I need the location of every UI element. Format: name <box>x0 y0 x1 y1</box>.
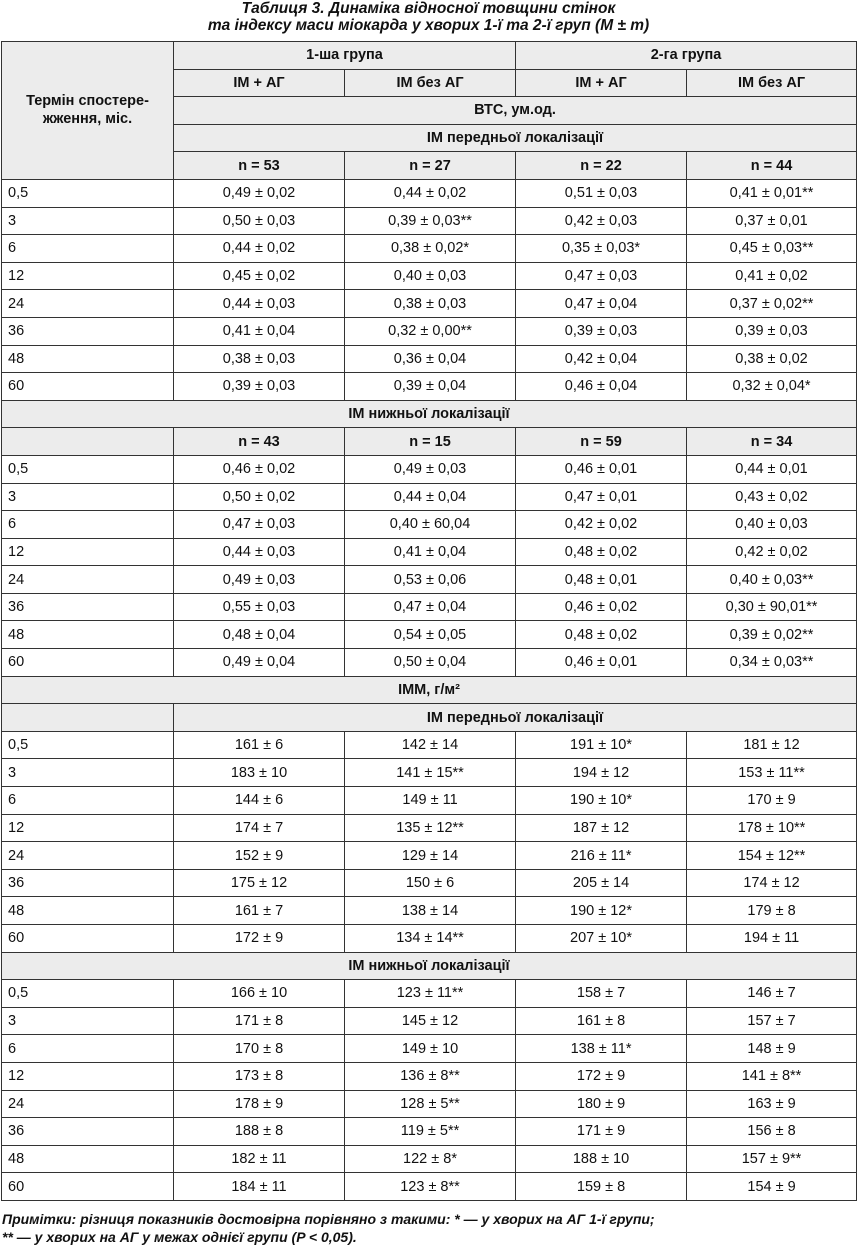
table-notes <box>2 1210 855 1246</box>
value-cell: 141 ± 15** <box>345 759 516 787</box>
section-imm-inferior <box>2 980 857 1201</box>
n-header: n = 53 <box>174 152 345 180</box>
value-cell: 0,39 ± 0,03 <box>516 317 687 345</box>
value-cell: 194 ± 11 <box>687 925 857 953</box>
value-cell: 153 ± 11** <box>687 759 857 787</box>
value-cell: 182 ± 11 <box>174 1145 345 1173</box>
value-cell: 187 ± 12 <box>516 814 687 842</box>
caption-line-2: та індексу маси міокарда у хворих 1-ї та 2-ї груп (М ± m) <box>207 17 650 34</box>
table-row <box>2 1007 857 1035</box>
value-cell: 0,44 ± 0,03 <box>174 290 345 318</box>
term-cell: 48 <box>2 1145 174 1173</box>
table-row <box>2 1118 857 1146</box>
value-cell: 0,47 ± 0,04 <box>516 290 687 318</box>
value-cell: 0,41 ± 0,02 <box>687 262 857 290</box>
term-cell: 36 <box>2 593 174 621</box>
value-cell: 0,50 ± 0,02 <box>174 483 345 511</box>
table-row <box>2 538 857 566</box>
table-row <box>2 483 857 511</box>
table-row <box>2 179 857 207</box>
caption-line-1: Таблиця 3. Динаміка відносної товщини стінок <box>241 0 616 17</box>
value-cell: 216 ± 11* <box>516 842 687 870</box>
value-cell: 0,48 ± 0,01 <box>516 566 687 594</box>
subgroup-header: ІМ + АГ <box>174 69 345 97</box>
value-cell: 0,45 ± 0,02 <box>174 262 345 290</box>
value-cell: 170 ± 8 <box>174 1035 345 1063</box>
value-cell: 0,37 ± 0,01 <box>687 207 857 235</box>
value-cell: 129 ± 14 <box>345 842 516 870</box>
value-cell: 0,44 ± 0,02 <box>174 235 345 263</box>
term-cell: 24 <box>2 290 174 318</box>
value-cell: 0,47 ± 0,01 <box>516 483 687 511</box>
value-cell: 178 ± 9 <box>174 1090 345 1118</box>
table-row <box>2 621 857 649</box>
value-cell: 0,41 ± 0,04 <box>345 538 516 566</box>
value-cell: 194 ± 12 <box>516 759 687 787</box>
group1-header: 1-ша група <box>174 42 516 70</box>
value-cell: 159 ± 8 <box>516 1173 687 1201</box>
value-cell: 0,46 ± 0,02 <box>516 593 687 621</box>
section-imm-anterior <box>2 731 857 952</box>
value-cell: 0,47 ± 0,04 <box>345 593 516 621</box>
value-cell: 171 ± 9 <box>516 1118 687 1146</box>
value-cell: 154 ± 12** <box>687 842 857 870</box>
value-cell: 135 ± 12** <box>345 814 516 842</box>
n-header: n = 15 <box>345 428 516 456</box>
table-row <box>2 1062 857 1090</box>
value-cell: 190 ± 12* <box>516 897 687 925</box>
term-cell: 3 <box>2 207 174 235</box>
n-header: n = 59 <box>516 428 687 456</box>
value-cell: 0,38 ± 0,03 <box>174 345 345 373</box>
value-cell: 0,34 ± 0,03** <box>687 649 857 677</box>
value-cell: 149 ± 11 <box>345 787 516 815</box>
term-cell: 6 <box>2 1035 174 1063</box>
subgroup-header: ІМ + АГ <box>516 69 687 97</box>
value-cell: 0,49 ± 0,02 <box>174 179 345 207</box>
value-cell: 0,47 ± 0,03 <box>516 262 687 290</box>
section-vts-anterior <box>2 179 857 400</box>
term-cell: 6 <box>2 511 174 539</box>
value-cell: 178 ± 10** <box>687 814 857 842</box>
term-cell: 24 <box>2 1090 174 1118</box>
value-cell: 174 ± 12 <box>687 869 857 897</box>
value-cell: 0,53 ± 0,06 <box>345 566 516 594</box>
value-cell: 158 ± 7 <box>516 980 687 1008</box>
value-cell: 144 ± 6 <box>174 787 345 815</box>
value-cell: 0,47 ± 0,03 <box>174 511 345 539</box>
term-cell: 36 <box>2 1118 174 1146</box>
value-cell: 119 ± 5** <box>345 1118 516 1146</box>
value-cell: 0,39 ± 0,03 <box>687 317 857 345</box>
table-row <box>2 980 857 1008</box>
table-row <box>2 373 857 401</box>
value-cell: 0,44 ± 0,01 <box>687 455 857 483</box>
term-cell: 0,5 <box>2 980 174 1008</box>
value-cell: 0,48 ± 0,02 <box>516 621 687 649</box>
value-cell: 0,42 ± 0,02 <box>516 511 687 539</box>
value-cell: 123 ± 11** <box>345 980 516 1008</box>
notes-line-2: ** — у хворих на АГ у межах однієї групи (P < 0,05). <box>2 1229 357 1245</box>
value-cell: 150 ± 6 <box>345 869 516 897</box>
value-cell: 145 ± 12 <box>345 1007 516 1035</box>
table-row <box>2 925 857 953</box>
value-cell: 188 ± 10 <box>516 1145 687 1173</box>
term-cell: 36 <box>2 317 174 345</box>
term-cell: 60 <box>2 373 174 401</box>
value-cell: 191 ± 10* <box>516 731 687 759</box>
value-cell: 161 ± 7 <box>174 897 345 925</box>
table-row <box>2 455 857 483</box>
value-cell: 134 ± 14** <box>345 925 516 953</box>
value-cell: 0,32 ± 0,00** <box>345 317 516 345</box>
table-row <box>2 1173 857 1201</box>
value-cell: 163 ± 9 <box>687 1090 857 1118</box>
value-cell: 0,43 ± 0,02 <box>687 483 857 511</box>
n-header: n = 44 <box>687 152 857 180</box>
value-cell: 0,49 ± 0,04 <box>174 649 345 677</box>
value-cell: 148 ± 9 <box>687 1035 857 1063</box>
value-cell: 190 ± 10* <box>516 787 687 815</box>
term-cell: 12 <box>2 262 174 290</box>
value-cell: 0,46 ± 0,01 <box>516 455 687 483</box>
value-cell: 166 ± 10 <box>174 980 345 1008</box>
value-cell: 156 ± 8 <box>687 1118 857 1146</box>
value-cell: 0,45 ± 0,03** <box>687 235 857 263</box>
table-row <box>2 593 857 621</box>
table-row <box>2 290 857 318</box>
term-cell: 3 <box>2 1007 174 1035</box>
value-cell: 0,44 ± 0,02 <box>345 179 516 207</box>
value-cell: 157 ± 9** <box>687 1145 857 1173</box>
value-cell: 0,42 ± 0,03 <box>516 207 687 235</box>
term-cell: 12 <box>2 1062 174 1090</box>
value-cell: 180 ± 9 <box>516 1090 687 1118</box>
value-cell: 146 ± 7 <box>687 980 857 1008</box>
subsection-header: ІМ нижньої локалізації <box>2 400 857 428</box>
subsection-header: ІМ передньої локалізації <box>174 124 857 152</box>
value-cell: 161 ± 8 <box>516 1007 687 1035</box>
value-cell: 152 ± 9 <box>174 842 345 870</box>
table-row <box>2 511 857 539</box>
term-cell: 60 <box>2 925 174 953</box>
section-vts-inferior-header <box>2 400 857 455</box>
term-cell: 36 <box>2 869 174 897</box>
value-cell: 141 ± 8** <box>687 1062 857 1090</box>
value-cell: 136 ± 8** <box>345 1062 516 1090</box>
table-row <box>2 759 857 787</box>
value-cell: 0,37 ± 0,02** <box>687 290 857 318</box>
blank-cell <box>2 704 174 732</box>
table-caption <box>0 0 857 34</box>
value-cell: 0,54 ± 0,05 <box>345 621 516 649</box>
table-row <box>2 1090 857 1118</box>
value-cell: 0,40 ± 0,03 <box>345 262 516 290</box>
value-cell: 183 ± 10 <box>174 759 345 787</box>
value-cell: 175 ± 12 <box>174 869 345 897</box>
value-cell: 142 ± 14 <box>345 731 516 759</box>
section-vts-inferior <box>2 455 857 676</box>
term-cell: 3 <box>2 759 174 787</box>
value-cell: 0,38 ± 0,02* <box>345 235 516 263</box>
term-cell: 24 <box>2 566 174 594</box>
data-table <box>1 41 857 1201</box>
term-cell: 60 <box>2 1173 174 1201</box>
value-cell: 0,51 ± 0,03 <box>516 179 687 207</box>
term-header: Термін спостере-жження, міс. <box>2 42 174 180</box>
table-row <box>2 345 857 373</box>
metric-header-vts: ВТС, ум.од. <box>174 97 857 125</box>
value-cell: 0,46 ± 0,01 <box>516 649 687 677</box>
table-row <box>2 842 857 870</box>
value-cell: 0,40 ± 0,03** <box>687 566 857 594</box>
blank-cell <box>2 428 174 456</box>
subgroup-header: ІМ без АГ <box>345 69 516 97</box>
value-cell: 170 ± 9 <box>687 787 857 815</box>
value-cell: 0,41 ± 0,01** <box>687 179 857 207</box>
term-cell: 0,5 <box>2 731 174 759</box>
value-cell: 0,50 ± 0,03 <box>174 207 345 235</box>
value-cell: 0,48 ± 0,04 <box>174 621 345 649</box>
value-cell: 0,39 ± 0,04 <box>345 373 516 401</box>
table-row <box>2 207 857 235</box>
value-cell: 0,39 ± 0,02** <box>687 621 857 649</box>
value-cell: 0,40 ± 60,04 <box>345 511 516 539</box>
term-cell: 48 <box>2 345 174 373</box>
value-cell: 0,30 ± 90,01** <box>687 593 857 621</box>
term-cell: 60 <box>2 649 174 677</box>
value-cell: 0,50 ± 0,04 <box>345 649 516 677</box>
value-cell: 0,46 ± 0,02 <box>174 455 345 483</box>
value-cell: 149 ± 10 <box>345 1035 516 1063</box>
subsection-header: ІМ нижньої локалізації <box>2 952 857 980</box>
term-cell: 6 <box>2 235 174 263</box>
term-cell: 12 <box>2 538 174 566</box>
value-cell: 0,44 ± 0,03 <box>174 538 345 566</box>
value-cell: 173 ± 8 <box>174 1062 345 1090</box>
value-cell: 184 ± 11 <box>174 1173 345 1201</box>
value-cell: 0,39 ± 0,03 <box>174 373 345 401</box>
value-cell: 0,49 ± 0,03 <box>345 455 516 483</box>
value-cell: 0,49 ± 0,03 <box>174 566 345 594</box>
value-cell: 122 ± 8* <box>345 1145 516 1173</box>
table-row <box>2 814 857 842</box>
value-cell: 0,39 ± 0,03** <box>345 207 516 235</box>
table-row <box>2 649 857 677</box>
value-cell: 172 ± 9 <box>174 925 345 953</box>
term-cell: 48 <box>2 621 174 649</box>
term-cell: 0,5 <box>2 455 174 483</box>
value-cell: 0,42 ± 0,02 <box>687 538 857 566</box>
n-header: n = 27 <box>345 152 516 180</box>
table-row <box>2 317 857 345</box>
value-cell: 172 ± 9 <box>516 1062 687 1090</box>
table-row <box>2 566 857 594</box>
value-cell: 207 ± 10* <box>516 925 687 953</box>
subsection-header: ІМ передньої локалізації <box>174 704 857 732</box>
value-cell: 0,44 ± 0,04 <box>345 483 516 511</box>
value-cell: 161 ± 6 <box>174 731 345 759</box>
term-cell: 24 <box>2 842 174 870</box>
value-cell: 138 ± 14 <box>345 897 516 925</box>
value-cell: 174 ± 7 <box>174 814 345 842</box>
value-cell: 0,36 ± 0,04 <box>345 345 516 373</box>
table-row <box>2 787 857 815</box>
value-cell: 154 ± 9 <box>687 1173 857 1201</box>
value-cell: 179 ± 8 <box>687 897 857 925</box>
section-imm-inferior-header <box>2 952 857 980</box>
value-cell: 0,32 ± 0,04* <box>687 373 857 401</box>
term-cell: 6 <box>2 787 174 815</box>
term-cell: 3 <box>2 483 174 511</box>
term-cell: 12 <box>2 814 174 842</box>
n-header: n = 43 <box>174 428 345 456</box>
value-cell: 0,46 ± 0,04 <box>516 373 687 401</box>
value-cell: 171 ± 8 <box>174 1007 345 1035</box>
value-cell: 128 ± 5** <box>345 1090 516 1118</box>
value-cell: 0,48 ± 0,02 <box>516 538 687 566</box>
table-row <box>2 731 857 759</box>
term-cell: 48 <box>2 897 174 925</box>
value-cell: 0,41 ± 0,04 <box>174 317 345 345</box>
value-cell: 123 ± 8** <box>345 1173 516 1201</box>
n-header: n = 34 <box>687 428 857 456</box>
n-header: n = 22 <box>516 152 687 180</box>
subgroup-header: ІМ без АГ <box>687 69 857 97</box>
value-cell: 0,38 ± 0,03 <box>345 290 516 318</box>
value-cell: 138 ± 11* <box>516 1035 687 1063</box>
table-row <box>2 1145 857 1173</box>
value-cell: 0,40 ± 0,03 <box>687 511 857 539</box>
term-cell: 0,5 <box>2 179 174 207</box>
table-row <box>2 1035 857 1063</box>
notes-line-1: Примітки: різниця показників достовірна порівняно з такими: * — у хворих на АГ 1-ї групи; <box>2 1211 655 1227</box>
value-cell: 205 ± 14 <box>516 869 687 897</box>
table-row <box>2 897 857 925</box>
metric-header-imm: ІММ, г/м² <box>2 676 857 704</box>
value-cell: 0,42 ± 0,04 <box>516 345 687 373</box>
table-row <box>2 262 857 290</box>
value-cell: 181 ± 12 <box>687 731 857 759</box>
value-cell: 0,38 ± 0,02 <box>687 345 857 373</box>
value-cell: 0,55 ± 0,03 <box>174 593 345 621</box>
group2-header: 2-га група <box>516 42 857 70</box>
table-row <box>2 235 857 263</box>
value-cell: 188 ± 8 <box>174 1118 345 1146</box>
table-row <box>2 869 857 897</box>
section-imm-header <box>2 676 857 731</box>
value-cell: 157 ± 7 <box>687 1007 857 1035</box>
value-cell: 0,35 ± 0,03* <box>516 235 687 263</box>
